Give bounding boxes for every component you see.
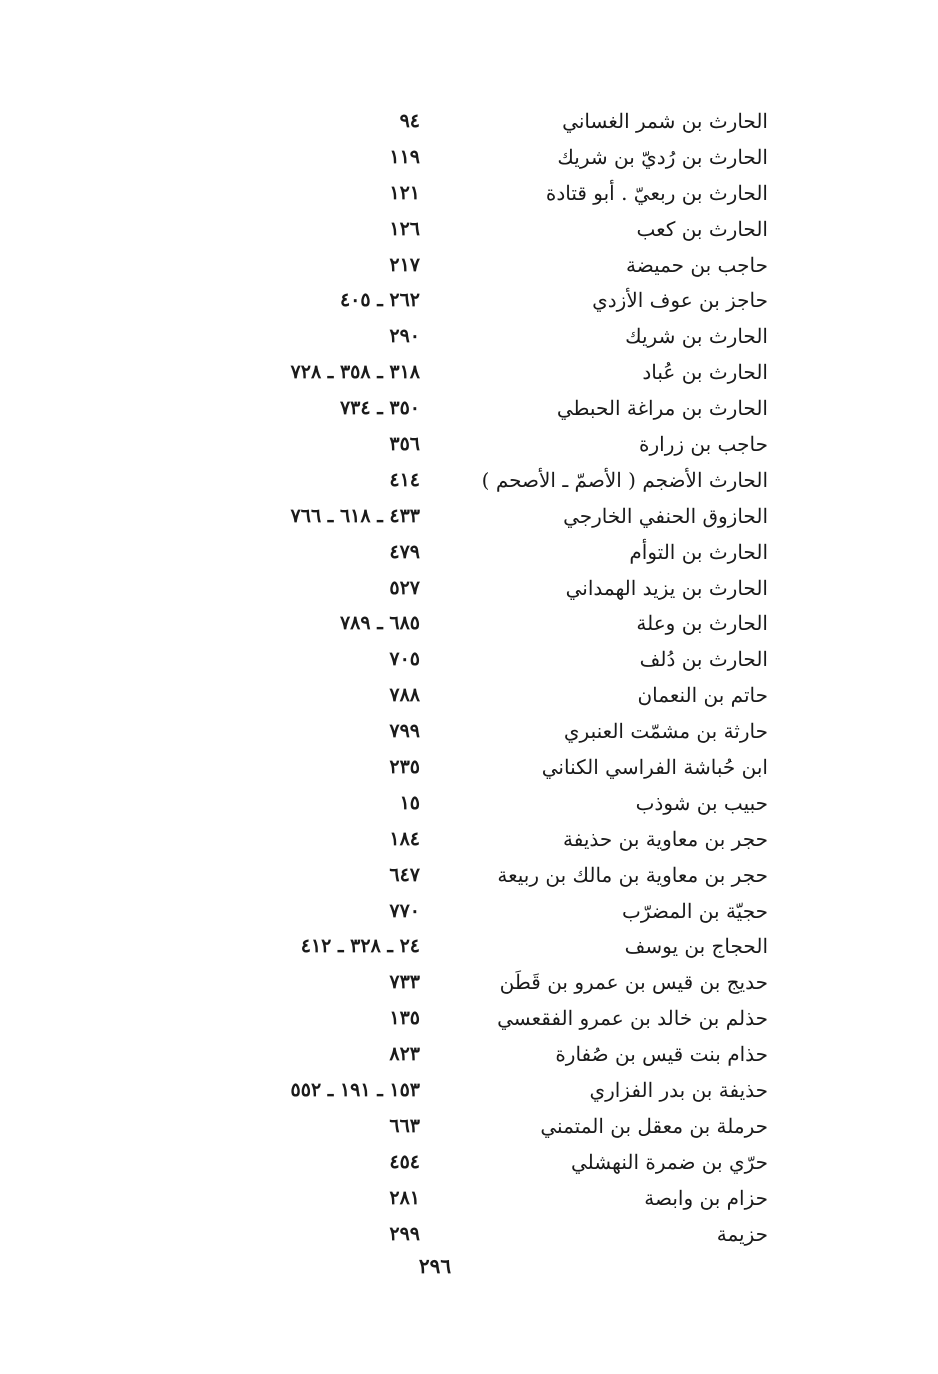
entry-name: حرّي بن ضمرة النهشلي bbox=[570, 1149, 768, 1174]
index-entry bbox=[0, 249, 938, 285]
entry-name: الحارث بن دُلف bbox=[639, 647, 768, 672]
entry-name: حزيمة bbox=[716, 1221, 768, 1246]
index-entry bbox=[0, 500, 938, 536]
entry-name: حارثة بن مشمّت العنبري bbox=[563, 719, 768, 744]
index-entry bbox=[0, 428, 938, 464]
index-entry bbox=[0, 930, 938, 966]
index-entry bbox=[0, 1002, 938, 1038]
entry-pages: ٤١٤ bbox=[389, 468, 420, 491]
entry-name: ابن حُباشة الفراسي الكناني bbox=[541, 755, 768, 780]
entry-name: حذيفة بن بدر الفزاري bbox=[589, 1078, 768, 1103]
entry-pages: ٢٦٢ ـ ٤٠٥ bbox=[339, 289, 420, 312]
entry-pages: ٢٣٥ bbox=[389, 756, 420, 779]
entry-pages: ١٥٣ ـ ١٩١ ـ ٥٥٢ bbox=[290, 1079, 420, 1102]
entry-pages: ٤٥٤ bbox=[389, 1150, 420, 1173]
index-entry bbox=[0, 1074, 938, 1110]
entry-pages: ٦٦٣ bbox=[389, 1114, 420, 1137]
entry-name: الحارث بن شريك bbox=[625, 324, 768, 349]
index-list bbox=[0, 105, 938, 1254]
index-entry bbox=[0, 572, 938, 608]
index-entry bbox=[0, 715, 938, 751]
entry-name: الحازوق الحنفي الخارجي bbox=[563, 503, 768, 528]
index-entry bbox=[0, 966, 938, 1002]
entry-pages: ١٢٦ bbox=[389, 217, 420, 240]
entry-pages: ١١٩ bbox=[389, 145, 420, 168]
index-entry bbox=[0, 1146, 938, 1182]
entry-pages: ٧٨٨ bbox=[389, 684, 420, 707]
entry-pages: ٢١٧ bbox=[389, 253, 420, 276]
index-entry bbox=[0, 751, 938, 787]
index-entry bbox=[0, 607, 938, 643]
entry-pages: ٢٨١ bbox=[389, 1186, 420, 1209]
index-entry bbox=[0, 859, 938, 895]
index-entry bbox=[0, 1182, 938, 1218]
entry-pages: ٧٠٥ bbox=[389, 648, 420, 671]
entry-pages: ٦٨٥ ـ ٧٨٩ bbox=[339, 612, 420, 635]
entry-name: الحجاج بن يوسف bbox=[624, 934, 768, 959]
entry-pages: ٥٢٧ bbox=[389, 576, 420, 599]
entry-pages: ٢٤ ـ ٣٢٨ ـ ٤١٢ bbox=[300, 935, 420, 958]
entry-name: الحارث بن التوأم bbox=[629, 539, 768, 564]
entry-name: حاتم بن النعمان bbox=[637, 683, 768, 708]
entry-pages: ٣٥٠ ـ ٧٣٤ bbox=[339, 397, 420, 420]
index-entry bbox=[0, 536, 938, 572]
entry-pages: ٤٣٣ ـ ٦١٨ ـ ٧٦٦ bbox=[290, 504, 420, 527]
index-entry bbox=[0, 320, 938, 356]
index-entry bbox=[0, 213, 938, 249]
entry-name: الحارث بن عُباد bbox=[642, 360, 768, 385]
entry-name: الحارث بن مراغة الحبطي bbox=[556, 396, 768, 421]
index-entry bbox=[0, 356, 938, 392]
entry-name: حجيّة بن المضرّب bbox=[622, 898, 768, 923]
index-entry bbox=[0, 823, 938, 859]
index-entry bbox=[0, 177, 938, 213]
entry-pages: ٩٤ bbox=[399, 110, 420, 132]
entry-pages: ١٣٥ bbox=[389, 1007, 420, 1030]
entry-name: الحارث الأضجم ( الأصمّ ـ الأصحم ) bbox=[481, 467, 768, 492]
index-entry bbox=[0, 787, 938, 823]
entry-name: الحارث بن كعب bbox=[636, 216, 768, 241]
entry-name: حذلم بن خالد بن عمرو الفقعسي bbox=[497, 1006, 768, 1031]
entry-name: حذام بنت قيس بن صُفارة bbox=[555, 1042, 768, 1067]
entry-name: حاجب بن حميضة bbox=[626, 252, 768, 277]
entry-name: حاجز بن عوف الأزدي bbox=[592, 288, 768, 313]
index-entry bbox=[0, 679, 938, 715]
entry-pages: ٤٧٩ bbox=[389, 540, 420, 563]
entry-name: الحارث بن ربعيّ . أبو قتادة bbox=[545, 180, 768, 205]
index-entry bbox=[0, 105, 938, 141]
entry-pages: ١٨٤ bbox=[389, 827, 420, 850]
entry-name: حديج بن قيس بن عمرو بن قَطَن bbox=[499, 970, 768, 995]
entry-name: الحارث بن شمر الغساني bbox=[562, 109, 768, 133]
entry-name: الحارث بن وعلة bbox=[636, 611, 768, 636]
entry-pages: ٨٢٣ bbox=[389, 1043, 420, 1066]
index-entry bbox=[0, 141, 938, 177]
entry-name: حزام بن وابصة bbox=[644, 1185, 768, 1210]
index-entry bbox=[0, 1218, 938, 1254]
entry-name: حجر بن معاوية بن حذيفة bbox=[563, 826, 768, 851]
index-entry bbox=[0, 643, 938, 679]
entry-pages: ١٥ bbox=[399, 791, 420, 814]
entry-pages: ٢٩٠ bbox=[389, 325, 420, 348]
page-number-text: ٢٩٦ bbox=[418, 1254, 452, 1278]
entry-name: حجر بن معاوية بن مالك بن ربيعة bbox=[497, 862, 768, 887]
index-entry bbox=[0, 1110, 938, 1146]
entry-name: حرملة بن معقل بن المتمني bbox=[540, 1113, 768, 1138]
index-entry bbox=[0, 284, 938, 320]
index-entry bbox=[0, 392, 938, 428]
entry-pages: ١٢١ bbox=[389, 181, 420, 204]
entry-pages: ٧٧٠ bbox=[389, 899, 420, 922]
entry-pages: ٦٤٧ bbox=[389, 863, 420, 886]
page-number bbox=[0, 1254, 938, 1278]
entry-name: حاجب بن زرارة bbox=[639, 432, 768, 457]
entry-pages: ٣٥٦ bbox=[389, 433, 420, 456]
index-entry bbox=[0, 895, 938, 931]
index-entry bbox=[0, 464, 938, 500]
entry-name: الحارث بن رُديّ بن شريك bbox=[557, 144, 768, 169]
entry-name: الحارث بن يزيد الهمداني bbox=[565, 575, 768, 600]
entry-pages: ٧٩٩ bbox=[389, 720, 420, 743]
entry-pages: ٣١٨ ـ ٣٥٨ ـ ٧٢٨ bbox=[290, 361, 420, 384]
entry-name: حبيب بن شوذب bbox=[635, 790, 768, 815]
index-entry bbox=[0, 1038, 938, 1074]
entry-pages: ٧٣٣ bbox=[389, 971, 420, 994]
entry-pages: ٢٩٩ bbox=[389, 1222, 420, 1245]
